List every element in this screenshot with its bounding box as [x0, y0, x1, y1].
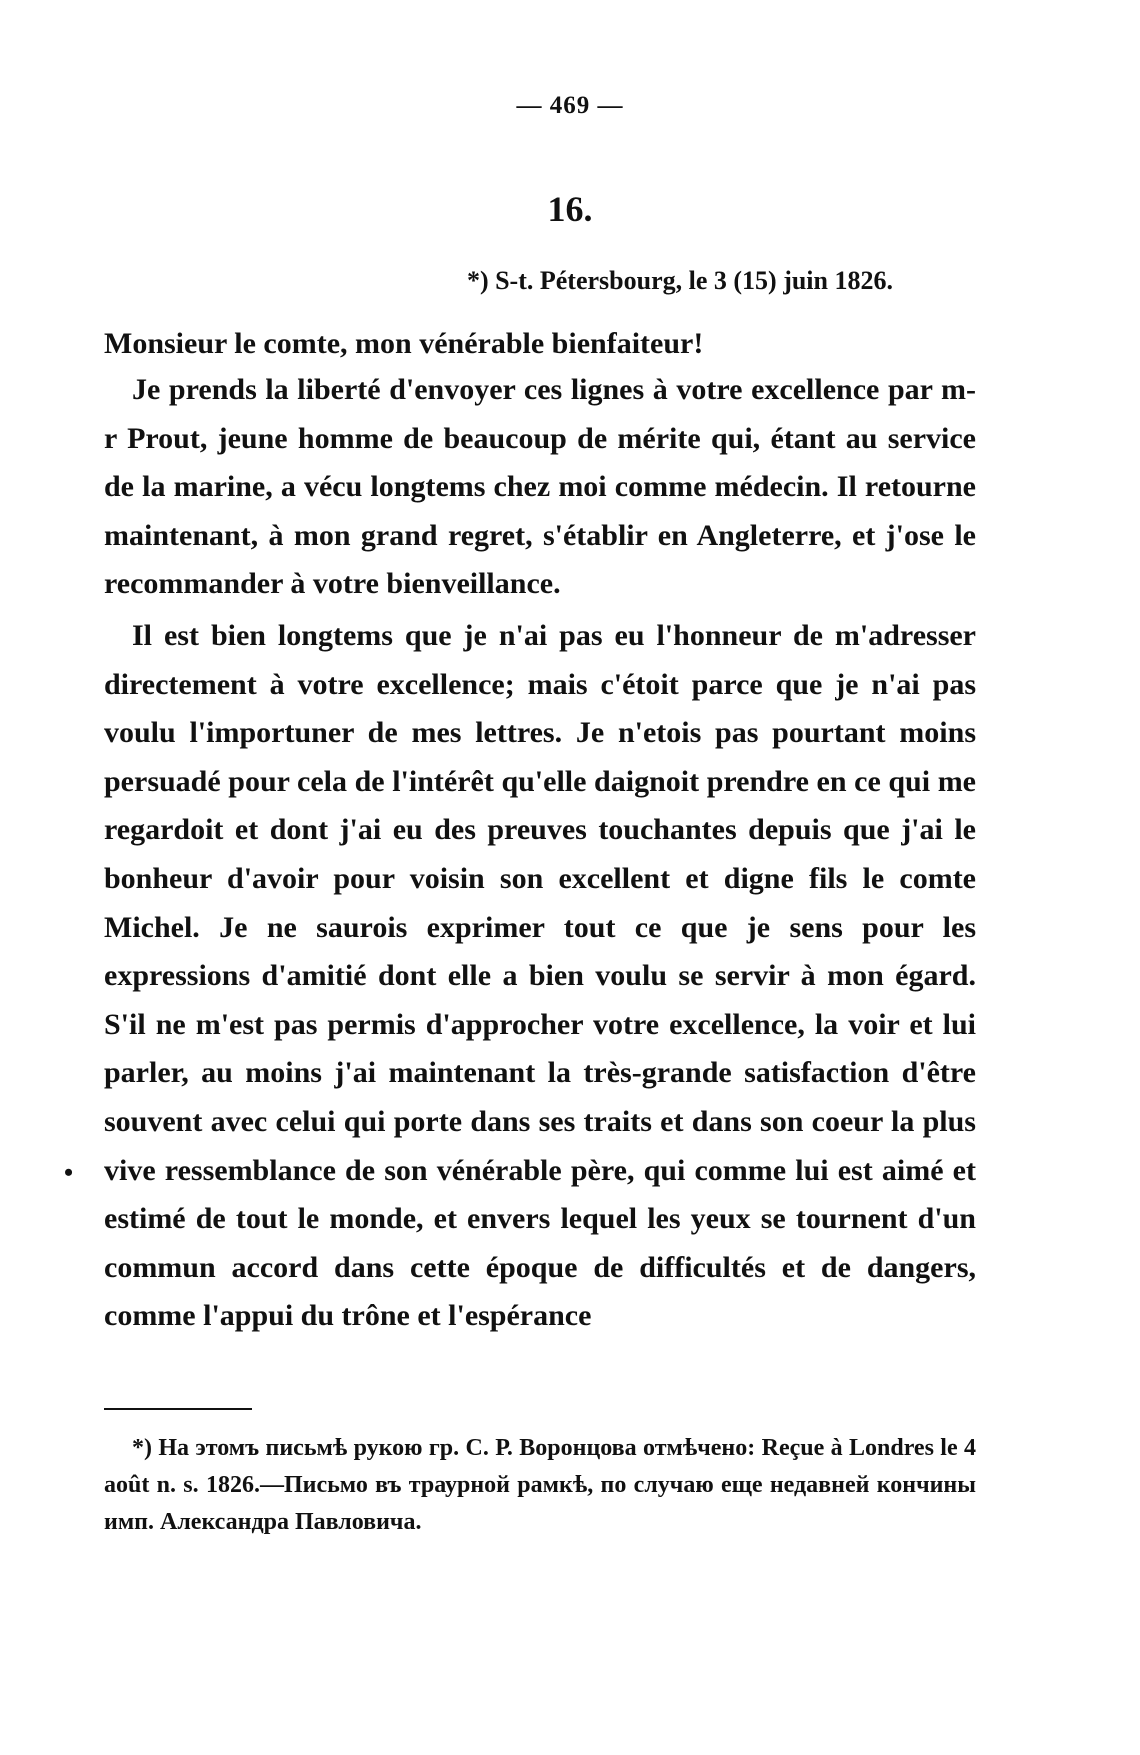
footnote-divider [104, 1408, 252, 1410]
margin-mark: • [64, 1158, 74, 1187]
paragraph-2: Il est bien longtems que je n'ai pas eu l'honneur de m'adresser directement à votre excellence; mais c'étoit parce que je n'ai pas voulu l'importuner de mes lettres. Je n'etois pas pourtant moins persuadé pour cela de l'intérêt qu'elle daignoit prendre en ce qui me regardoit et dont j'ai eu des preuves touchantes depuis que j'ai le bonheur d'avoir pour voisin son excellent et digne fils le comte Michel. Je ne saurois exprimer tout ce que je sens pour les expressions d'amitié dont elle a bien voulu se servir à mon égard. S'il ne m'est pas permis d'approcher votre excellence, la voir et lui parler, au moins j'ai maintenant la très-grande satisfaction d'être souvent avec celui qui porte dans ses traits et dans son coeur la plus vive ressemblance de son vénérable père, qui comme lui est aimé et estimé de tout le monde, et envers lequel les yeux se tournent d'un commun accord dans cette époque de difficultés et de dangers, comme l'appui du trône et l'espérance [104, 619, 976, 1333]
salutation: Monsieur le comte, mon vénérable bienfaiteur! [104, 327, 704, 360]
footnote: *) На этомъ письмѣ рукою гр. С. Р. Воронцова отмѣчено: Reçue à Londres le 4 août n. s. 1826.—Письмо въ траурной рамкѣ, по случаю еще недавней кончины имп. Александра Павловича. [104, 1435, 976, 1535]
dateline: *) S-t. Pétersbourg, le 3 (15) juin 1826. [466, 266, 893, 295]
paragraph-1: Je prends la liberté d'envoyer ces lignes à votre excellence par m-r Prout, jeune homme de beaucoup de mérite qui, étant au service de la marine, a vécu longtems chez moi comme médecin. Il retourne maintenant, à mon grand regret, s'établir en Angleterre, et j'ose le recommander à votre bienveillance. [104, 373, 976, 601]
page-number: — 469 — [516, 92, 624, 119]
letter-number: 16. [547, 189, 593, 229]
